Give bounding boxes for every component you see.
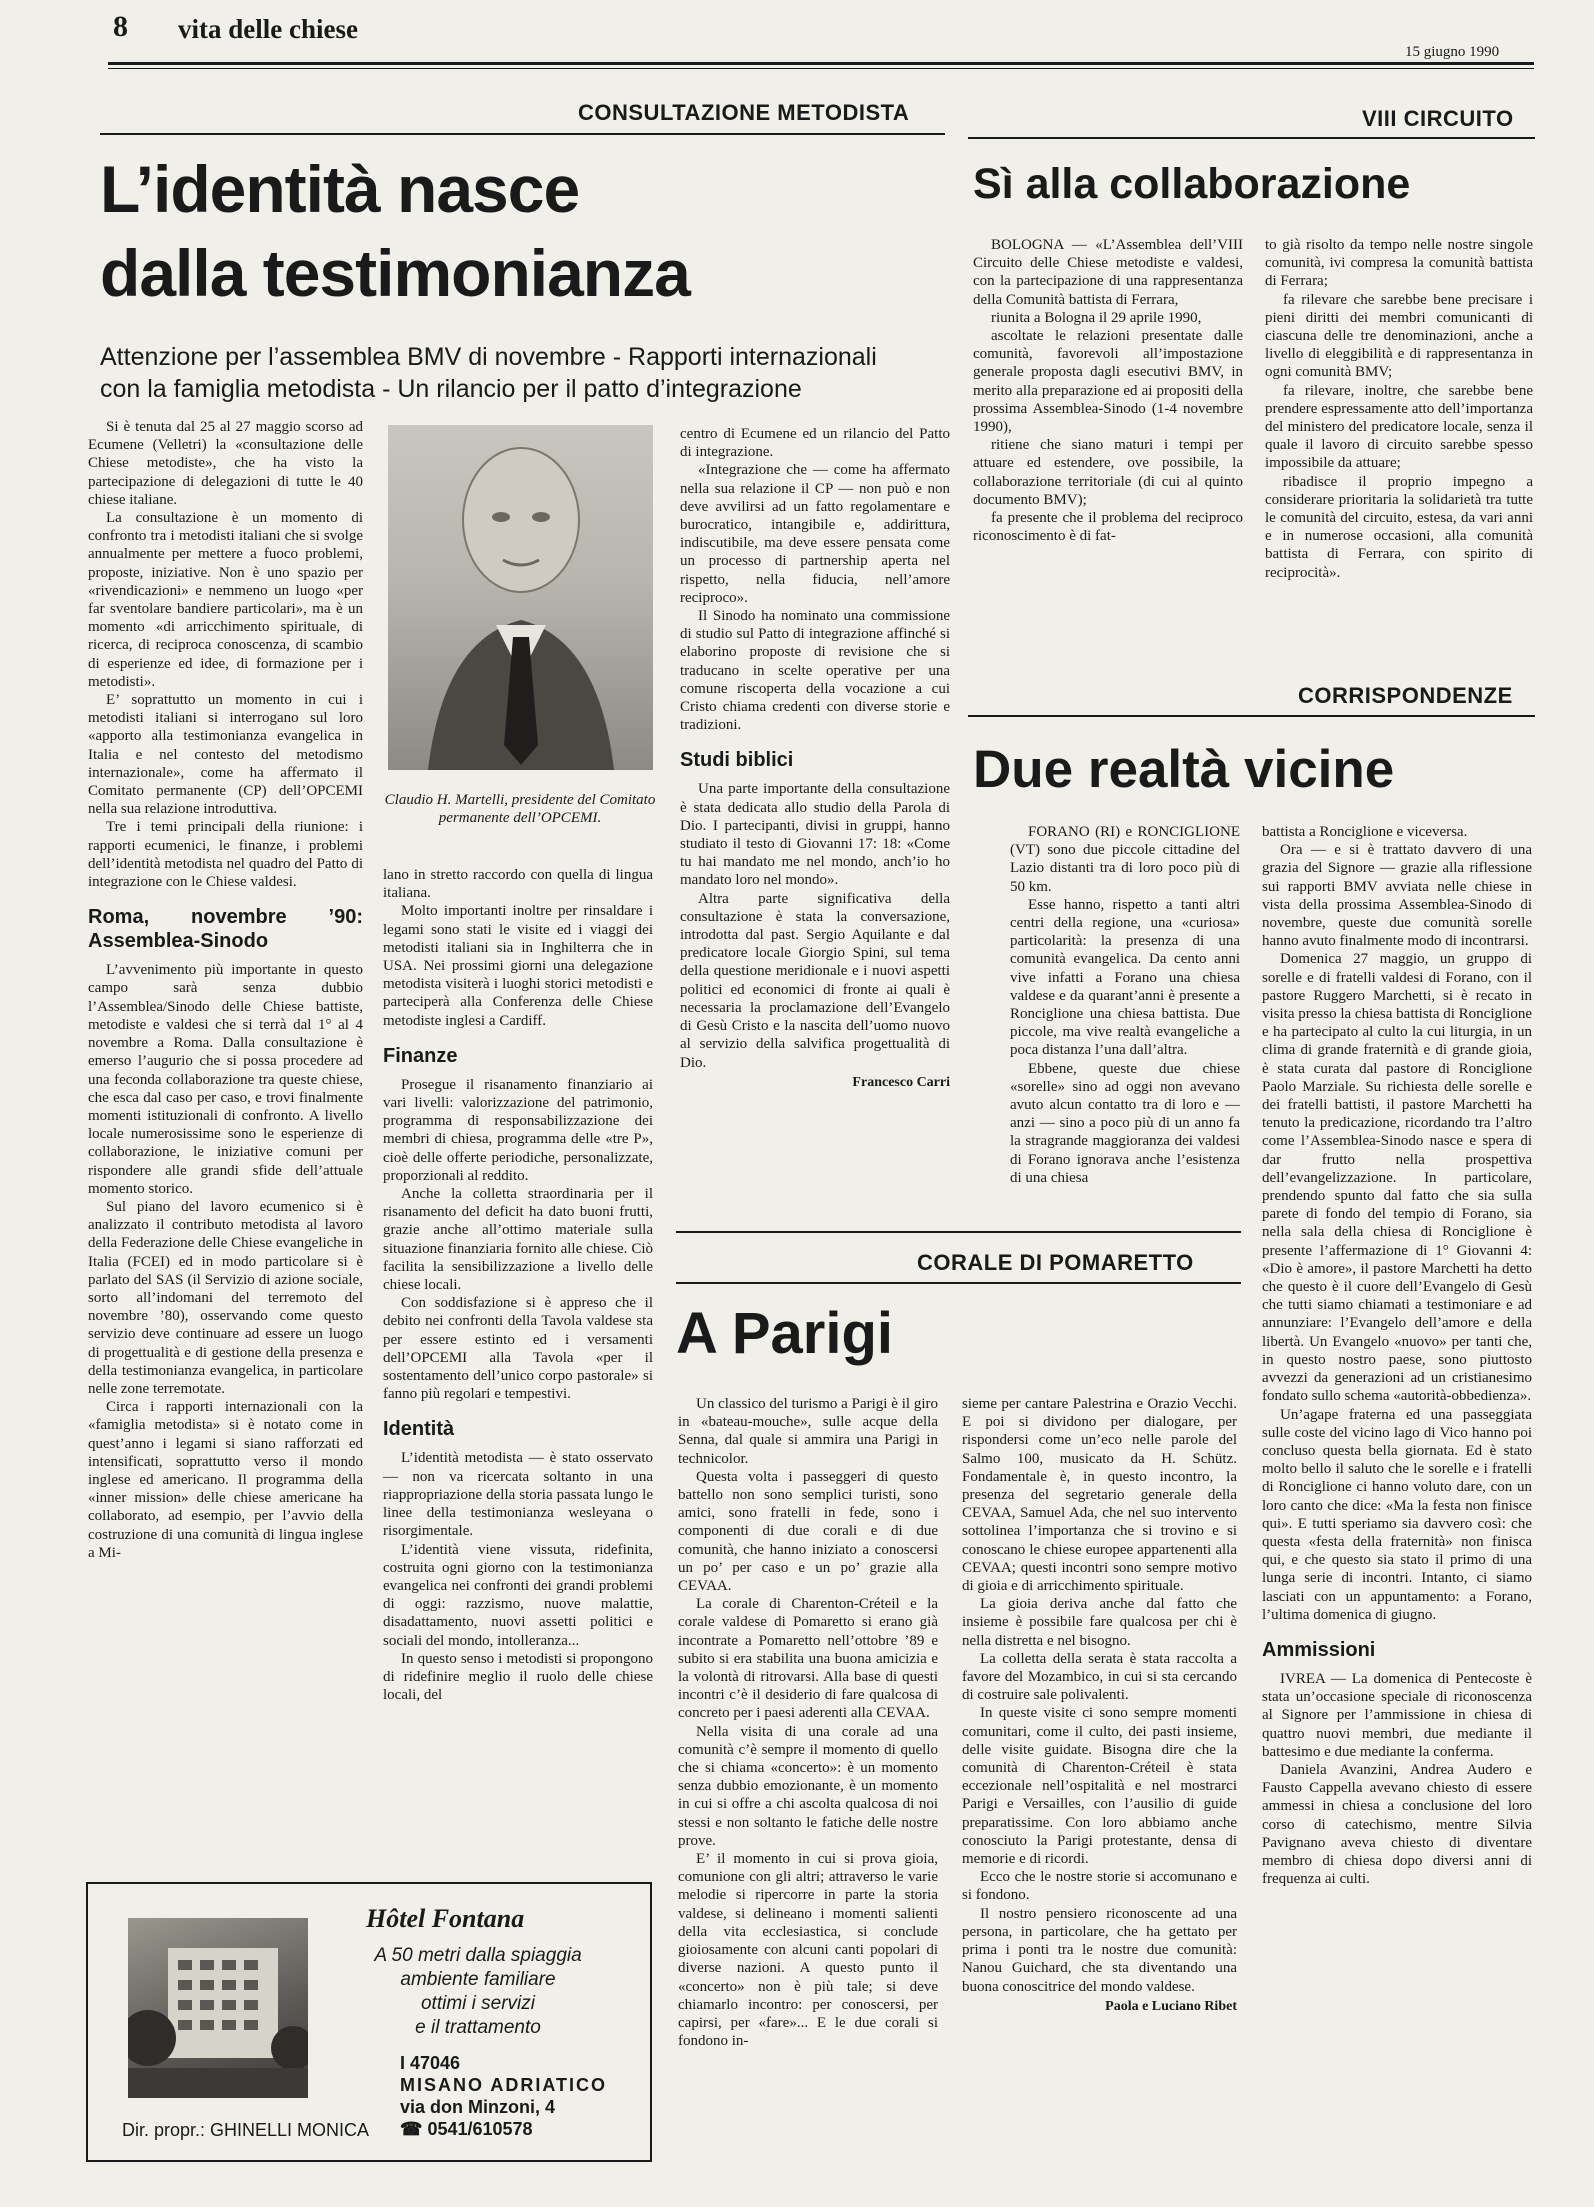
masthead-rule [108, 62, 1534, 65]
article1-signature: Francesco Carri [852, 1074, 950, 1090]
issue-date: 15 giugno 1990 [1405, 44, 1500, 60]
article4-headline: A Parigi [676, 1301, 894, 1366]
paragraph: Ecco che le nostre storie si accomunano e si fondono. [962, 1869, 1237, 1904]
paragraph: to già risolto da tempo nelle nostre singole comunità, ivi compresa la comunità battista di Ferrara; [1265, 237, 1533, 290]
paragraph: L’identità viene vissuta, ridefinita, costruita ogni giorno con la testimonianza evangelica nei confronti dei grandi problemi di oggi: razzismo, nuove malattie, disadattamento, nuovi assetti politici e sociali del mondo, intolleranza... [383, 1541, 653, 1649]
article4-kicker-rule [676, 1282, 1241, 1284]
paragraph: FORANO (RI) e RONCIGLIONE (VT) sono due piccole cittadine del Lazio distanti tra di loro poco più di 50 km. [1010, 824, 1240, 895]
article1-headline-1: L’identità nasce [100, 152, 580, 226]
hotel-name: Hôtel Fontana [366, 1904, 525, 1933]
subhead-identita: Identità [383, 1418, 455, 1441]
article1-deck-2: con la famiglia metodista - Un rilancio per il patto d’integrazione [100, 375, 802, 403]
paragraph: L’identità metodista — è stato osservato — non va ricercata soltanto in una riappropriazione della storia passata lungo le linee della testimonianza wesleyana o risorgimentale. [383, 1450, 653, 1540]
paragraph: Esse hanno, rispetto a tanti altri centri della regione, una «curiosa» particolarità: la presenza di una comunità evangelica. Da cento anni vive infatti a Forano una chiesa valdese e da quarant’anni è presente a Ronciglione una chiesa battista. Due piccole, ma vive realtà evangeliche a poca distanza l’una dall’altra. [1010, 896, 1240, 1059]
hotel-phone-row [400, 2118, 607, 2140]
paragraph: ritiene che siano maturi i tempi per attuare ed estendere, ove possibile, la collaborazione territoriale (di cui al quinto documento BMV); [973, 437, 1243, 508]
portrait-photo [388, 425, 653, 770]
paragraph: Un classico del turismo a Parigi è il giro in «bateau-mouche», sulle acque della Senna, dal quale si ammira una Parigi in technicolor. [678, 1396, 938, 1467]
article4-column-a [678, 1395, 938, 2050]
paragraph: La corale di Charenton-Créteil e la corale valdese di Pomaretto si erano già incontrate a Pomaretto nell’ottobre ’89 e subito si era stabilita una buona amicizia e la volontà di ritrovarsi. Alla base di questi incontri c’è il desiderio di fare qualcosa di concreto per i paesi aderenti alla CEVAA. [678, 1596, 938, 1722]
article2-kicker-rule [968, 137, 1535, 139]
paragraph: Il Sinodo ha nominato una commissione di studio sul Patto di integrazione affinché si elaborino proposte di revisione che si traducano in scelte operative per una comune riscoperta della vocazione a cui Cristo chiama credenti con diverse storie e tradizioni. [680, 608, 950, 734]
article3-kicker: CORRISPONDENZE [1298, 683, 1513, 708]
paragraph: Circa i rapporti internazionali con la «famiglia metodista» si è notato come in quest’anno i legami si siano rafforzati ed intensificati, soprattutto verso il mondo inglese ed americano. Il programma della «inner mission» delle chiese americane ha collaborato, ad esempio, per l’avvio della costruzione di una comunità di lingua inglese a Mi- [88, 1399, 363, 1561]
article4-signature: Paola e Luciano Ribet [1105, 1998, 1237, 2014]
photo-caption: Claudio H. Martelli, presidente del Comitato permanente dell’OPCEMI. [384, 792, 656, 826]
article2-kicker: VIII CIRCUITO [1362, 106, 1514, 131]
paragraph: centro di Ecumene ed un rilancio del Patto di integrazione. [680, 426, 950, 461]
paragraph: BOLOGNA — «L’Assemblea dell’VIII Circuito delle Chiese metodiste e valdesi, con la partecipazione di una rappresentanza della Comunità battista di Ferrara, [973, 237, 1243, 308]
article3-kicker-rule [968, 715, 1535, 717]
paragraph: La colletta della serata è stata raccolta a favore del Mozambico, in cui si sta cercando di costruire sale polivalenti. [962, 1650, 1237, 1704]
hotel-building-icon [128, 1918, 308, 2098]
portrait-figure [388, 425, 653, 770]
article3-headline: Due realtà vicine [973, 740, 1395, 799]
article4-kicker: CORALE DI POMARETTO [917, 1250, 1194, 1275]
article1-column-1 [88, 418, 363, 1562]
article1-kicker: CONSULTAZIONE METODISTA [578, 100, 910, 125]
paragraph: fa rilevare, inoltre, che sarebbe bene prendere espressamente atto dell’importanza del ministero del predicatore locale, senza il quale il lavoro di circuito sarebbe spesso impossibile da attuare; [1265, 382, 1533, 472]
hotel-photo [128, 1918, 308, 2098]
paragraph: Il nostro pensiero riconoscente ad una persona, in particolare, che ha gettato per prima i ponti tra le nostre due comunità: Nanou Guichard, che sta diventando una buona conoscitrice del mondo valdese. [962, 1905, 1237, 1995]
paragraph: Questa volta i passeggeri di questo battello non sono semplici turisti, sono amici, sono fratelli in fede, sono i componenti di due corali e di due comunità, che hanno iniziato a conoscersi un po’ per caso e un po’ grazie alla CEVAA. [678, 1468, 938, 1595]
paragraph: «Integrazione che — come ha affermato nella sua relazione il CP — non può e non deve avvilirsi ad un fatto regolamentare e burocratico, intangibile e, addirittura, indiscutibile, ma deve essere pensata come un processo di partnership aperta nel rispetto, nella fiducia, nell’amore reciproco». [680, 462, 950, 606]
paragraph: Un’agape fraterna ed una passeggiata sulle coste del vicino lago di Vico hanno poi concluso questa bella giornata. Ed è stato molto bello il saluto che le sorelle e i fratelli di Ronciglione ci hanno voluto dare, con un loro canto che dice: «Ma la festa non finisce qui». E tutti speriamo sia davvero così: che questa «festa della fraternità» non finisca qui, e che questo sia stato il primo di una lunga serie di incontri. Intanto, ci siamo lasciati con un appuntamento: a Forano, l’ultima domenica di giugno. [1262, 1406, 1532, 1623]
article1-kicker-rule [100, 133, 945, 135]
paragraph: Si è tenuta dal 25 al 27 maggio scorso ad Ecumene (Velletri) la «consultazione delle Chiese metodiste», che ha visto la partecipazione di delegazioni di tutte le 40 chiese italiane. [88, 419, 363, 508]
article4-column-b [962, 1395, 1237, 2016]
paragraph: battista a Ronciglione e viceversa. [1262, 824, 1468, 840]
paragraph: riunita a Bologna il 29 aprile 1990, [991, 309, 1202, 326]
paragraph: Daniela Avanzini, Andrea Audero e Fausto Cappella avevano chiesto di essere ammessi in chiesa a conclusione del loro corso di catechismo, mentre Silvia Pavignano aveva chiesto di diventare membro di chiesa dopo diversi anni di frequenza ai culti. [1262, 1761, 1532, 1888]
article3-column-a [1010, 823, 1240, 1187]
hotel-line-2: ambiente familiare [400, 1969, 556, 1990]
paragraph: In questo senso i metodisti si propongono di ridefinire meglio il ruolo delle chiese locali, del [383, 1650, 653, 1704]
hotel-line-3: ottimi i servizi [420, 1993, 535, 2014]
hotel-phone: 0541/610578 [427, 2119, 533, 2139]
paragraph: Prosegue il risanamento finanziario ai vari livelli: valorizzazione del patrimonio, programma di responsabilizzazione dei membri di chiesa, programma delle «tre P», cioè delle offerte periodiche, personalizzate, proporzionali al reddito. [383, 1076, 653, 1184]
paragraph: Sul piano del lavoro ecumenico si è analizzato il contributo metodista al lavoro della Federazione delle Chiese evangeliche in Italia (FCEI) ed in modo particolare si è parlato del SAS (il Servizio di azione sociale, sorto all’indomani del terremoto del novembre ’80), osservando come questo servizio deve continuare ad essere un luogo di progettualità e di gestione della presenza e della testimonianza evangelica, in particolare nelle zone terremotate. [88, 1198, 363, 1397]
paragraph: Tre i temi principali della riunione: i rapporti ecumenici, le finanze, i problemi dell’identità metodista nel quadro del Patto di integrazione con le Chiese valdesi. [88, 819, 363, 891]
paragraph: Anche la colletta straordinaria per il risanamento del deficit ha dato buoni frutti, grazie anche all’ottimo materiale sulla situazione finanziaria fornito alle chiese. Ciò facilita la sensibilizzazione a livello delle chiese locali. [383, 1186, 653, 1294]
paragraph: Ebbene, queste due chiese «sorelle» sino ad oggi non avevano avuto alcun contatto tra di loro e — anzi — sino a poco più di un anno fa la stragrande maggioranza dei valdesi di Forano ignorava anche l’esistenza di una chiesa [1010, 1060, 1240, 1186]
newspaper-title: vita delle chiese [178, 14, 358, 44]
hotel-owner: Dir. propr.: GHINELLI MONICA [122, 2120, 370, 2140]
subhead-finanze: Finanze [383, 1044, 458, 1067]
article1-column-3 [680, 425, 950, 1092]
paragraph: Domenica 27 maggio, un gruppo di sorelle e di fratelli valdesi di Forano, con il pastore Ruggero Marchetti, si è recato in visita presso la chiesa battista di Ronciglione e ha partecipato al culto la cui liturgia, in un clima di grande fraternità e di grande gioia, è stata curata dal pastore di Ronciglione Paolo Marziale. Su richiesta delle sorelle e dei fratelli battisti, il pastore Marchetti ha tenuto la predicazione, ricordando tra l’altro come l’Assemblea-Sinodo nasce e spera di dar frutto nella prospettiva dell’evangelizzazione. In particolare, prendendo spunto dal fatto che sia sulla parete di fondo del tempio di Forano, sia nella sala della chiesa di Ronciglione è presente l’affermazione di 1° Giovanni 4: «Dio è amore», il pastore Marchetti ha detto che questo è il cuore dell’Evangelo di Gesù che tutti siamo chiamati a testimoniare e ad annunziare: l’Evangelo dell’amore e della libertà. Un Evangelo «nuovo» per tanti che, in questo nostro paese, sono piuttosto avvezzi da generazioni ad un cristianesimo fondato sullo schema «autorità-obbedienza». [1262, 951, 1532, 1405]
paragraph: Ora — e si è trattato davvero di una grazia del Signore — grazie alla riflessione sui rapporti BMV avviata nelle chiese in vista della prossima Assemblea-Sinodo di novembre, queste due comunità sorelle hanno avuto finalmente modo di incontrarsi. [1262, 842, 1532, 950]
paragraph: fa rilevare che sarebbe bene precisare i pieni diritti dei membri comunicanti di ciascuna delle tre denominazioni, anche a livello di eleggibilità e di rappresentanza in ogni comunità BMV; [1265, 291, 1533, 381]
subhead-ammissioni: Ammissioni [1262, 1638, 1376, 1661]
article1-headline-2: dalla testimonianza [100, 236, 690, 310]
article2-column-a [973, 236, 1243, 545]
paragraph: ascoltate le relazioni presentate dalle comunità, favorevoli all’impostazione generale proposta dagli esecutivi BMV, in merito alla preparazione ed ai propositi della prossima Assemblea-Sinodo (1-4 novembre 1990), [973, 328, 1243, 436]
paragraph: La consultazione è un momento di confronto tra i metodisti italiani che si svolge annualmente per mettere a fuoco problemi, proposte, iniziative. Non è uno spazio per «rivendicazioni» e nemmeno un luogo «per far sventolare bandiere particolari», ma è un momento «di arricchimento spirituale, di ricerca, di reciproca conoscenza, di scambio di esperienze ed idee, di formazione per i metodisti». [88, 510, 363, 690]
paragraph: Molto importanti inoltre per rinsaldare i legami sono stati le visite ed i viaggi dei metodisti italiani sia in Inghilterra che in USA. Nei prossimi giorni una delegazione metodista visiterà i luoghi storici metodisti e parteciperà alla Conferenza delle Chiese metodiste inglesi a Cardiff. [383, 903, 653, 1029]
subhead-roma: Roma, novembre ’90: Assemblea-Sinodo [88, 906, 363, 953]
paragraph: E’ il momento in cui si prova gioia, comunione con gli altri; attraverso le varie melodie si ripercorre in parte la storia valdese, si delineano i momenti salienti della vita ecclesiastica, si conclude gioiosamente con alcuni canti popolari di diverse nazioni. A questo punto il «concerto» non è più tale; si deve chiamarlo incontro: per conoscersi, per capirsi, per «fare»... E le due corali si fondono in- [678, 1851, 938, 2050]
hotel-address [400, 2052, 607, 2140]
paragraph: La gioia deriva anche dal fatto che insieme è possibile fare qualcosa per chi è nella distretta e nel bisogno. [962, 1596, 1237, 1649]
paragraph: ribadisce il proprio impegno a considerare prioritaria la solidarietà tra tutte le comunità del circuito, estesa, da vari anni e in numerose occasioni, alla comunità battista di Ferrara, con spirito di reciprocità». [1265, 473, 1533, 581]
hotel-street: via don Minzoni, 4 [400, 2097, 556, 2117]
article1-deck-1: Attenzione per l’assemblea BMV di novembre - Rapporti internazionali [100, 343, 877, 371]
page-number: 8 [113, 10, 128, 43]
paragraph: Una parte importante della consultazione è stata dedicata allo studio della Parola di Dio. I partecipanti, divisi in gruppi, hanno studiato il testo di Giovanni 17: 18: «Come tu hai mandato me nel mondo, anch’io ho mandato loro nel mondo». [680, 781, 950, 889]
subhead-studi: Studi biblici [680, 749, 794, 772]
paragraph: IVREA — La domenica di Pentecoste è stata un’occasione speciale di riconoscenza al Signore per l’ammissione in chiesa di quattro nuovi membri, due mediante il battesimo e due mediante la conferma. [1262, 1670, 1532, 1760]
paragraph: E’ soprattutto un momento in cui i metodisti italiani si interrogano sul loro «apporto alla testimonianza evangelica in Italia e nel contesto del metodismo internazionale», come ha affermato il Comitato permanente (CP) dell’OPCEMI nella sua relazione introduttiva. [88, 692, 363, 818]
paragraph: fa presente che il problema del reciproco riconoscimento è di fat- [973, 510, 1243, 545]
paragraph: Nella visita di una corale ad una comunità c’è sempre il momento di quello che si chiama «concerto»: è un momento senza dubbio emozionante, è un momento in cui si offre a chi ascolta qualcosa di noi stessi e non soltanto le fatiche delle nostre prove. [678, 1723, 938, 1849]
paragraph: L’avvenimento più importante in questo campo sarà senza dubbio l’Assemblea/Sinodo delle Chiese battiste, metodiste e valdesi che si terrà dal 1° al 4 novembre a Roma. Dalla consultazione è emerso l’augurio che si possa procedere ad una feconda collaborazione tra queste chiese, che esca dal caso per caso, e trovi finalmente momenti istituzionali di confronto. A livello locale numerosissime sono le esperienze di collaborazione, le iniziative comuni per rispondere alle grandi sfide dell’attuale momento storico. [88, 962, 363, 1197]
paragraph: lano in stretto raccordo con quella di lingua italiana. [383, 867, 653, 902]
article1-column-2 [383, 866, 653, 1704]
phone-icon: ☎ [400, 2119, 423, 2139]
article2-column-b [1265, 236, 1533, 582]
paragraph: In queste visite ci sono sempre momenti comunitari, come il culto, dei pasti insieme, delle visite guidate. Bisogna dire che la comunità di Charenton-Créteil è stata eccezionale nell’ospitalità e nel mostrarci Parigi e Versailles, con l’ausilio di guide preparatissime. Con loro abbiamo anche conosciuto la Parigi protestante, densa di memorie e di ricordi. [962, 1705, 1237, 1868]
article3-column-b [1262, 823, 1532, 1888]
hotel-zip: I 47046 [400, 2053, 461, 2073]
hotel-line-1: A 50 metri dalla spiaggia [374, 1945, 582, 1966]
article2-headline: Sì alla collaborazione [973, 160, 1411, 208]
paragraph: Con soddisfazione si è appreso che il debito nei confronti della Tavola valdese sta per essere estinto ed i versamenti dell’OPCEMI alla Tavola «per il sostentamento dell’unico corpo pastorale» si fanno più regolari e tempestivi. [383, 1295, 653, 1403]
article4-top-rule [676, 1231, 1241, 1233]
hotel-city: MISANO ADRIATICO [400, 2075, 607, 2095]
hotel-line-4: e il trattamento [415, 2017, 541, 2038]
masthead-rule-thin [108, 68, 1534, 69]
hotel-advertisement [86, 1882, 652, 2162]
hotel-description [328, 1944, 628, 2040]
paragraph: Altra parte significativa della consultazione è stata la conversazione, introdotta dal past. Sergio Aquilante e dal predicatore locale Giorgio Spini, sul tema della questione meridionale e i nuovi aspetti politici ed economici di fronte ai quali è necessaria la proclamazione dell’Evangelo di Gesù Cristo e la nascita dell’uomo nuovo al servizio della salvifica progettualità di Dio. [680, 890, 950, 1071]
paragraph: sieme per cantare Palestrina e Orazio Vecchi. E poi si dividono per dialogare, per rispondersi come un’eco nelle parole del Salmo 100, musicato da H. Schütz. Fondamentale è, in questo incontro, la presenza del segretario generale della CEVAA, Samuel Ada, che nel suo intervento sottolinea l’importanza che si trovino e si conoscano le chiese europee appartenenti alla CEVAA; questi incontri sono sempre motivo di gioia e di arricchimento spirituale. [962, 1396, 1237, 1595]
